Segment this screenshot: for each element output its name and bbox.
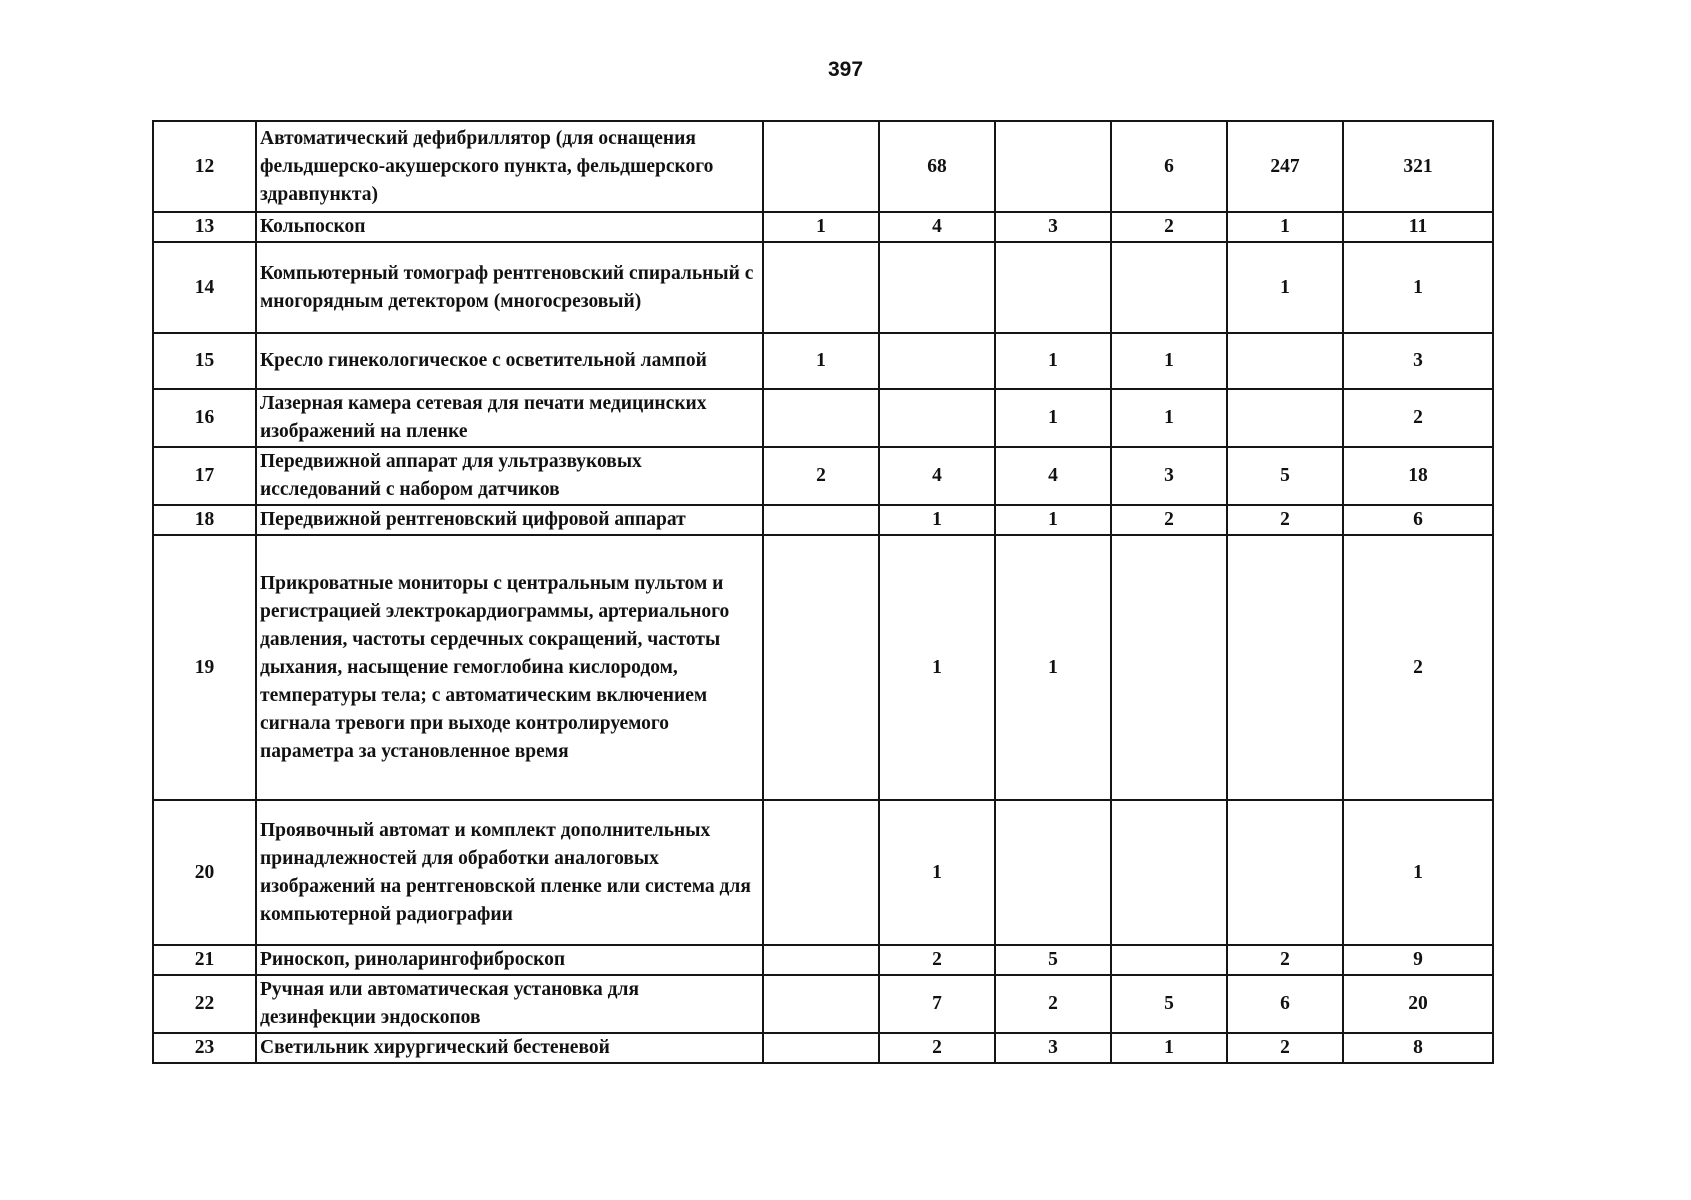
row-number-cell: 22 [153, 975, 256, 1033]
table-row [153, 121, 1493, 212]
row-number-cell: 16 [153, 389, 256, 447]
value-cell: 3 [995, 1033, 1111, 1063]
equipment-name-cell: Кресло гинекологическое с осветительной лампой [256, 333, 763, 389]
value-cell [763, 535, 879, 800]
total-cell: 18 [1343, 447, 1493, 505]
equipment-name-cell: Компьютерный томограф рентгеновский спиральный с многорядным детектором (многосрезовый) [256, 242, 763, 333]
value-cell [879, 242, 995, 333]
total-cell: 2 [1343, 535, 1493, 800]
total-cell: 1 [1343, 242, 1493, 333]
table-row [153, 800, 1493, 945]
equipment-name-cell: Лазерная камера сетевая для печати медицинских изображений на пленке [256, 389, 763, 447]
value-cell [995, 242, 1111, 333]
row-number-cell: 19 [153, 535, 256, 800]
table-row [153, 333, 1493, 389]
value-cell: 5 [995, 945, 1111, 975]
value-cell [995, 800, 1111, 945]
value-cell: 2 [1111, 505, 1227, 535]
value-cell [995, 121, 1111, 212]
total-cell: 6 [1343, 505, 1493, 535]
value-cell: 247 [1227, 121, 1343, 212]
value-cell: 1 [995, 535, 1111, 800]
value-cell: 2 [879, 945, 995, 975]
value-cell: 1 [1227, 242, 1343, 333]
value-cell: 1 [1227, 212, 1343, 242]
value-cell: 1 [879, 800, 995, 945]
value-cell [1227, 800, 1343, 945]
equipment-name-cell: Передвижной аппарат для ультразвуковых исследований с набором датчиков [256, 447, 763, 505]
value-cell: 2 [995, 975, 1111, 1033]
equipment-name-cell: Кольпоскоп [256, 212, 763, 242]
value-cell: 1 [879, 505, 995, 535]
table-row [153, 1033, 1493, 1063]
value-cell: 1 [763, 212, 879, 242]
row-number-cell: 18 [153, 505, 256, 535]
equipment-name-cell: Автоматический дефибриллятор (для оснащения фельдшерско-акушерского пункта, фельдшерского здравпункта) [256, 121, 763, 212]
total-cell: 1 [1343, 800, 1493, 945]
value-cell: 1 [1111, 333, 1227, 389]
value-cell: 1 [1111, 1033, 1227, 1063]
table-row [153, 447, 1493, 505]
total-cell: 321 [1343, 121, 1493, 212]
total-cell: 2 [1343, 389, 1493, 447]
value-cell: 1 [995, 389, 1111, 447]
total-cell: 20 [1343, 975, 1493, 1033]
value-cell [879, 333, 995, 389]
equipment-name-cell: Светильник хирургический бестеневой [256, 1033, 763, 1063]
equipment-name-cell: Ручная или автоматическая установка для дезинфекции эндоскопов [256, 975, 763, 1033]
row-number-cell: 23 [153, 1033, 256, 1063]
value-cell [763, 242, 879, 333]
value-cell: 6 [1111, 121, 1227, 212]
value-cell: 2 [1227, 945, 1343, 975]
value-cell [763, 945, 879, 975]
value-cell [763, 975, 879, 1033]
value-cell: 1 [879, 535, 995, 800]
value-cell: 4 [879, 212, 995, 242]
row-number-cell: 15 [153, 333, 256, 389]
value-cell: 5 [1227, 447, 1343, 505]
table-row [153, 505, 1493, 535]
row-number-cell: 20 [153, 800, 256, 945]
value-cell: 3 [995, 212, 1111, 242]
row-number-cell: 21 [153, 945, 256, 975]
value-cell: 4 [995, 447, 1111, 505]
value-cell [763, 121, 879, 212]
value-cell [763, 800, 879, 945]
table-row [153, 945, 1493, 975]
value-cell: 7 [879, 975, 995, 1033]
equipment-table [152, 120, 1494, 1064]
value-cell: 2 [879, 1033, 995, 1063]
value-cell [1227, 535, 1343, 800]
value-cell: 2 [1111, 212, 1227, 242]
value-cell: 6 [1227, 975, 1343, 1033]
value-cell: 1 [995, 505, 1111, 535]
value-cell: 68 [879, 121, 995, 212]
equipment-name-cell: Риноскоп, риноларингофиброскоп [256, 945, 763, 975]
row-number-cell: 12 [153, 121, 256, 212]
value-cell [879, 389, 995, 447]
value-cell [763, 389, 879, 447]
value-cell: 1 [763, 333, 879, 389]
value-cell [1111, 945, 1227, 975]
value-cell [1227, 333, 1343, 389]
value-cell: 2 [1227, 505, 1343, 535]
equipment-name-cell: Проявочный автомат и комплект дополнительных принадлежностей для обработки аналоговых изображений на рентгеновской пленке или система для компьютерной радиографии [256, 800, 763, 945]
total-cell: 11 [1343, 212, 1493, 242]
table-row [153, 535, 1493, 800]
value-cell [763, 1033, 879, 1063]
table-row [153, 212, 1493, 242]
total-cell: 9 [1343, 945, 1493, 975]
row-number-cell: 17 [153, 447, 256, 505]
table-row [153, 389, 1493, 447]
value-cell [1111, 242, 1227, 333]
page-number: 397 [827, 58, 864, 81]
value-cell [1227, 389, 1343, 447]
table-row [153, 975, 1493, 1033]
row-number-cell: 13 [153, 212, 256, 242]
value-cell: 1 [1111, 389, 1227, 447]
equipment-name-cell: Прикроватные мониторы с центральным пультом и регистрацией электрокардиограммы, артериального давления, частоты сердечных сокращений, частоты дыхания, насыщение гемоглобина кислородом, температуры тела; с автоматическим включением сигнала тревоги при выходе контролируемого параметра за установленное время [256, 535, 763, 800]
value-cell [1111, 800, 1227, 945]
value-cell: 4 [879, 447, 995, 505]
equipment-name-cell: Передвижной рентгеновский цифровой аппарат [256, 505, 763, 535]
total-cell: 8 [1343, 1033, 1493, 1063]
value-cell: 5 [1111, 975, 1227, 1033]
value-cell: 3 [1111, 447, 1227, 505]
table-row [153, 242, 1493, 333]
value-cell: 2 [763, 447, 879, 505]
value-cell: 1 [995, 333, 1111, 389]
value-cell: 2 [1227, 1033, 1343, 1063]
value-cell [763, 505, 879, 535]
row-number-cell: 14 [153, 242, 256, 333]
total-cell: 3 [1343, 333, 1493, 389]
value-cell [1111, 535, 1227, 800]
